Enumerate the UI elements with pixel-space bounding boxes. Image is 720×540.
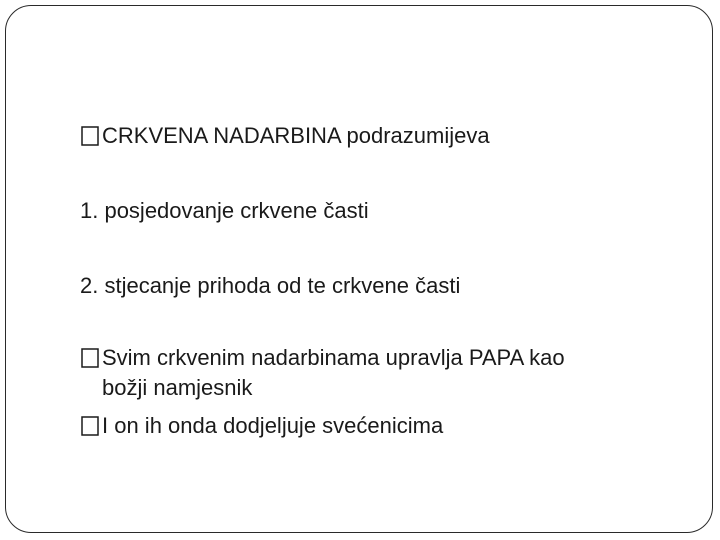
papa-continuation-text: božji namjesnik (102, 375, 253, 400)
missing-glyph-icon (80, 416, 100, 436)
heading-line (80, 123, 490, 149)
list-item-1-text: 1. posjedovanje crkvene časti (80, 198, 369, 223)
papa-continuation (102, 375, 252, 401)
slide-frame (5, 5, 713, 533)
papa-text: Svim crkvenim nadarbinama upravlja PAPA kao (102, 345, 565, 370)
heading-text: CRKVENA NADARBINA podrazumijeva (102, 123, 490, 148)
papa-line (80, 345, 565, 371)
assign-line (80, 413, 443, 439)
missing-glyph-icon (80, 348, 100, 368)
list-item-2-text: 2. stjecanje prihoda od te crkvene časti (80, 273, 461, 298)
assign-text: I on ih onda dodjeljuje svećenicima (102, 413, 444, 438)
missing-glyph-icon (80, 126, 100, 146)
list-item-1 (80, 198, 369, 224)
list-item-2 (80, 273, 460, 299)
